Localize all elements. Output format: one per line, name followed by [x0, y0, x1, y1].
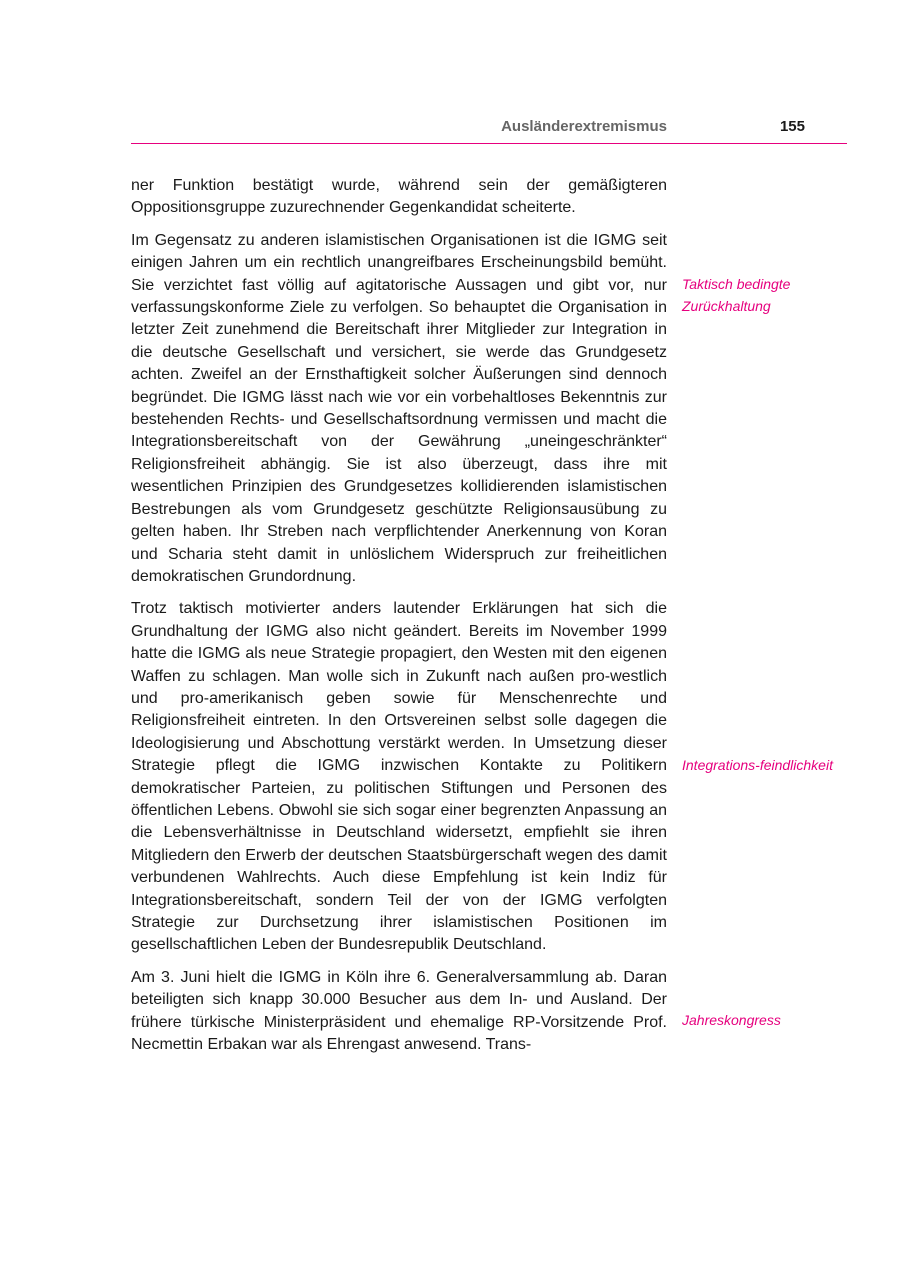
- body-text: [131, 175, 667, 1066]
- margin-note: Jahreskongress: [682, 1012, 781, 1028]
- page-number: 155: [779, 118, 805, 135]
- paragraph: Am 3. Juni hielt die IGMG in Köln ihre 6. Generalversammlung ab. Daran beteiligten sich knapp 30.000 Besucher aus dem In- und Ausland. Der frühere türkische Ministerpräsident und ehemalige RP-Vorsitzende Prof. Necmettin Erbakan war als Ehrengast anwesend. Trans-: [131, 968, 667, 1054]
- paragraph: Im Gegensatz zu anderen islamistischen Organisationen ist die IGMG seit einigen Jahren um ein rechtlich unangreifbares Erscheinungsbild bemüht. Sie verzichtet fast völlig auf agitatorische Aussagen und gibt vor, nur verfassungskonforme Ziele zu verfolgen. So behauptet die Organisation in letzter Zeit zunehmend die Bereitschaft ihrer Mitglieder zur Integration in die deutsche Gesellschaft und versichert, sie werde das Grundgesetz achten. Zweifel an der Ernsthaftigkeit solcher Äußerungen sind dennoch begründet. Die IGMG lässt nach wie vor ein vorbehaltloses Bekenntnis zur bestehenden Rechts- und Gesellschaftsordnung vermissen und macht die Integrationsbereitschaft von der Gewährung „uneingeschränkter“ Religionsfreiheit abhängig. Sie ist also überzeugt, dass ihre mit wesentlichen Prinzipien des Grundgesetzes kollidierenden islamistischen Bestrebungen als vom Grundgesetz geschützte Religionsausübung zu gelten haben. Ihr Streben nach verpflichtender Anerkennung von Koran und Scharia steht damit in unlöslichem Widerspruch zur freiheitlichen demokratischen Grundordnung.: [131, 231, 667, 585]
- paragraph: ner Funktion bestätigt wurde, während sein der gemäßigteren Oppositionsgruppe zuzurechnender Gegenkandidat scheiterte.: [131, 177, 667, 217]
- running-header: [131, 117, 847, 144]
- chapter-title: Ausländerextremismus: [501, 118, 667, 135]
- paragraph: Trotz taktisch motivierter anders lautender Erklärungen hat sich die Grundhaltung der IGMG also nicht geändert. Bereits im November 1999 hatte die IGMG als neue Strategie propagiert, den Westen mit den eigenen Waffen zu schlagen. Man wolle sich in Zukunft nach außen pro-westlich und pro-amerikanisch geben sowie für Menschenrechte und Religionsfreiheit eintreten. In den Ortsvereinen selbst solle dagegen die Ideologisierung und Abschottung verstärkt werden. In Umsetzung dieser Strategie pflegt die IGMG inzwischen Kontakte zu Politikern demokratischer Parteien, zu politischen Stiftungen und Personen des öffentlichen Lebens. Obwohl sie sich sogar einer begrenzten Anpassung an die Lebensverhältnisse in Deutschland widersetzt, empfiehlt sie ihren Mitgliedern den Erwerb der deutschen Staatsbürgerschaft wegen des damit verbundenen Wahlrechts. Auch diese Empfehlung ist kein Indiz für Integrationsbereitschaft, sondern Teil der von der IGMG verfolgten Strategie zur Durchsetzung ihrer islamistischen Positionen im gesellschaftlichen Leben der Bundesrepublik Deutschland.: [131, 600, 667, 954]
- margin-note: Taktisch bedingte Zurückhaltung: [682, 276, 791, 315]
- margin-note: Integrations-feindlichkeit: [682, 757, 833, 773]
